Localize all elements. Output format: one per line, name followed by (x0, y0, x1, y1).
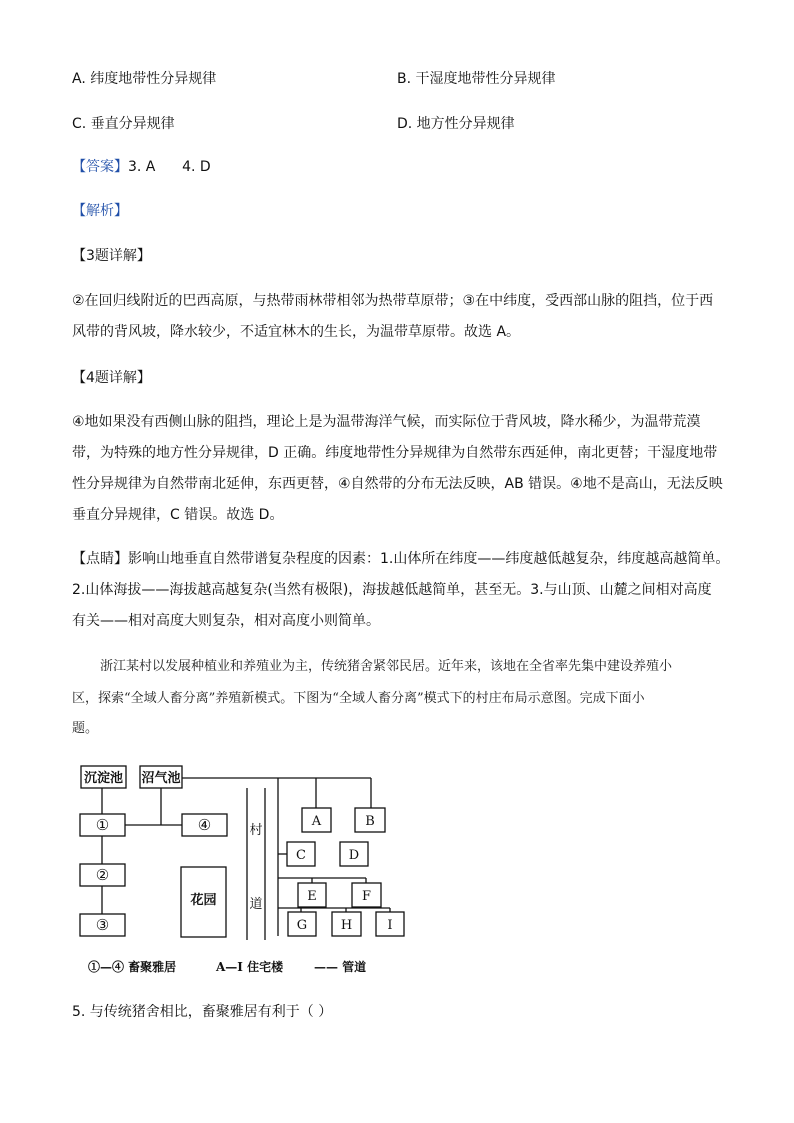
option-a: A. 纬度地带性分异规律 (72, 71, 217, 87)
q4-line-2: 带，为特殊的地方性分异规律，D 正确。纬度地带性分异规律为自然带东西延伸，南北更替；干湿度地带 (72, 445, 718, 461)
q4-title: 【4题详解】 (72, 370, 151, 386)
village-road-label-2: 道 (249, 897, 263, 912)
option-d: D. 地方性分异规律 (397, 116, 515, 132)
passage-line-3: 题。 (72, 721, 99, 736)
tip-line-1 (72, 549, 729, 569)
passage-line-2: 区，探索“全域人畜分离”养殖新模式。下图为“全域人畜分离”模式下的村庄布局示意图。完成下面小 (72, 691, 645, 706)
house-f: F (361, 889, 372, 904)
legend-houses: A—I 住宅楼 (216, 960, 284, 974)
biogas-tank-label: 沼气池 (141, 771, 181, 786)
tip-line-2: 2.山体海拔——海拔越高越复杂(当然有极限)，海拔越低越简单，甚至无。3.与山顶、山麓之间相对高度 (72, 582, 712, 598)
house-d: D (348, 848, 360, 863)
q3-line-1: ②在回归线附近的巴西高原，与热带雨林带相邻为热带草原带；③在中纬度，受西部山脉的阻挡，位于西 (72, 293, 714, 309)
question-5: 5. 与传统猪舍相比，畜聚雅居有利于（ ） (72, 1004, 333, 1020)
answer-text: 3. A 4. D (128, 159, 211, 175)
livestock-2-label: ② (95, 866, 110, 884)
house-c: C (296, 848, 306, 863)
house-g: G (296, 918, 308, 933)
legend-pipe: —— 管道 (314, 960, 367, 974)
livestock-3-label: ③ (95, 916, 110, 934)
analysis-label: 【解析】 (72, 203, 128, 219)
q3-title: 【3题详解】 (72, 248, 151, 264)
answer-line (72, 157, 211, 177)
option-b: B. 干湿度地带性分异规律 (397, 71, 556, 87)
tip-label: 【点睛】 (72, 551, 128, 567)
tip-text-1: 影响山地垂直自然带谱复杂程度的因素：1.山体所在纬度——纬度越低越复杂，纬度越高越简单。 (128, 551, 730, 567)
house-a: A (311, 814, 322, 829)
answer-label: 【答案】 (72, 159, 128, 175)
village-layout-diagram (0, 750, 794, 990)
q4-line-1: ④地如果没有西侧山脉的阻挡，理论上是为温带海洋气候，而实际位于背风坡，降水稀少，为温带荒漠 (72, 414, 701, 430)
passage-line-1: 浙江某村以发展种植业和养殖业为主，传统猪舍紧邻民居。近年来，该地在全省率先集中建设养殖小 (100, 659, 673, 674)
house-e: E (307, 889, 317, 904)
house-b: B (365, 814, 375, 829)
legend-livestock: ①—④ 畜聚雅居 (88, 960, 177, 974)
livestock-4-label: ④ (197, 816, 212, 834)
garden-label: 花园 (190, 893, 217, 908)
tip-line-3: 有关——相对高度大则复杂，相对高度小则简单。 (72, 613, 380, 629)
option-c: C. 垂直分异规律 (72, 116, 175, 132)
house-h: H (340, 918, 353, 933)
house-i: I (387, 918, 393, 933)
sedimentation-tank-label: 沉淀池 (83, 771, 124, 786)
q4-line-4: 垂直分异规律，C 错误。故选 D。 (72, 507, 284, 523)
livestock-1-label: ① (95, 816, 110, 834)
q3-line-2: 风带的背风坡，降水较少，不适宜林木的生长，为温带草原带。故选 A。 (72, 324, 521, 340)
village-road-label-1: 村 (249, 823, 263, 838)
q4-line-3: 性分异规律为自然带南北延伸，东西更替，④自然带的分布无法反映，AB 错误。④地不是高山，无法反映 (72, 476, 723, 492)
